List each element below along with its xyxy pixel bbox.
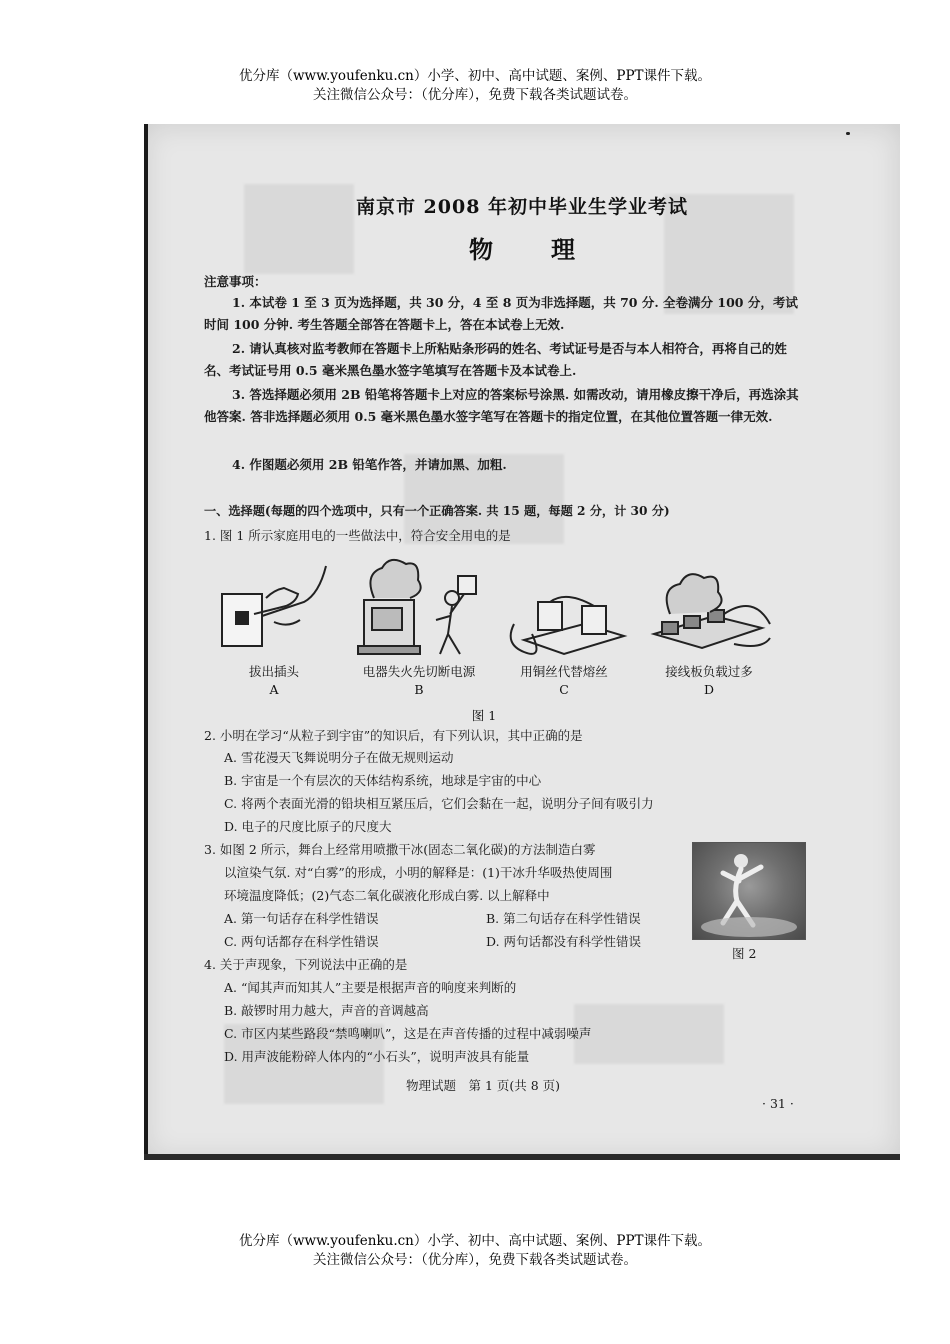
scanned-exam-page: [144, 124, 900, 1160]
notice-item-3: 3. 答选择题必须用 2B 铅笔将答题卡上对应的答案标号涂黑. 如需改动，请用橡皮擦干净后，再选涂其他答案. 答非选择题必须用 0.5 毫米黑色墨水签字笔写在答题卡的指定位置，在其他位置答题一律无效.: [204, 387, 799, 424]
q1-option-b-letter: B: [414, 682, 424, 697]
q3-option-a: A. 第一句话存在科学性错误: [224, 911, 379, 926]
q1-figure-label: 图 1: [471, 708, 497, 723]
scan-bottom-edge: [144, 1154, 900, 1160]
footer-page-info: 物理试题 第 1 页(共 8 页): [406, 1078, 561, 1093]
stage-performer-figure: [693, 843, 805, 939]
q1-stem: 1. 图 1 所示家庭用电的一些做法中，符合安全用电的是: [204, 528, 511, 543]
q1-option-b-caption: 电器失火先切断电源: [362, 664, 476, 679]
notice-item-2: 2. 请认真核对监考教师在答题卡上所粘贴条形码的姓名、考试证号是否与本人相符合，再将自己的姓名、考试证号用 0.5 毫米黑色墨水签字笔填写在答题卡及本试卷上.: [204, 341, 787, 378]
bleed-through-shape: [574, 1004, 724, 1064]
exam-subject: 物理: [469, 235, 633, 264]
q3-figure-label: 图 2: [732, 946, 757, 961]
illustration-copper-wire: [511, 597, 624, 654]
exam-title: 南京市 2008 年初中毕业生学业考试: [355, 196, 689, 218]
q1-option-a-caption: 拔出插头: [248, 664, 299, 679]
q3-option-b: B. 第二句话存在科学性错误: [486, 911, 641, 926]
q2-option-d: D. 电子的尺度比原子的尺度大: [224, 819, 392, 834]
banner-line-1: 优分库（www.youfenku.cn）小学、初中、高中试题、案例、PPT课件下载。: [238, 1233, 712, 1249]
q3-stage-photo: [692, 842, 806, 940]
section-1-heading: 一、选择题(每题的四个选项中，只有一个正确答案. 共 15 题，每题 2 分，计 30 分): [204, 504, 670, 518]
q4-stem: 4. 关于声现象，下列说法中正确的是: [204, 957, 408, 972]
q1-option-d-caption: 接线板负载过多: [665, 664, 753, 679]
scan-left-edge: [144, 124, 148, 1160]
illustration-overloaded-strip: [654, 574, 770, 648]
q3-option-c: C. 两句话都存在科学性错误: [224, 934, 379, 949]
banner-line-2: 关注微信公众号：（优分库），免费下载各类试题试卷。: [313, 1252, 637, 1268]
illustration-cut-power: [358, 560, 476, 654]
notice-item-4: 4. 作图题必须用 2B 铅笔作答，并请加黑、加粗.: [232, 457, 507, 472]
scan-speck: [846, 132, 850, 135]
q4-option-d: D. 用声波能粉碎人体内的“小石头”，说明声波具有能量: [224, 1049, 530, 1064]
q4-option-a: A. “闻其声而知其人”主要是根据声音的响度来判断的: [224, 980, 517, 995]
bottom-banner: [0, 1232, 950, 1270]
q3-option-d: D. 两句话都没有科学性错误: [486, 934, 642, 949]
q3-stem-line-3: 环境温度降低；(2)气态二氧化碳液化形成白雾. 以上解释中: [224, 888, 550, 903]
q4-option-b: B. 敲锣时用力越大，声音的音调越高: [224, 1003, 429, 1018]
q1-option-c-caption: 用铜丝代替熔丝: [520, 664, 608, 679]
illustration-pull-plug: [222, 566, 326, 646]
footer-page-number: · 31 ·: [762, 1096, 794, 1111]
q2-option-b: B. 宇宙是一个有层次的天体结构系统，地球是宇宙的中心: [224, 773, 542, 788]
q4-option-c: C. 市区内某些路段“禁鸣喇叭”，这是在声音传播的过程中减弱噪声: [224, 1026, 592, 1041]
notice-heading: 注意事项：: [204, 274, 267, 289]
banner-line-1: 优分库（www.youfenku.cn）小学、初中、高中试题、案例、PPT课件下载。: [238, 68, 712, 84]
q1-option-c-letter: C: [559, 682, 569, 697]
notice-item-1: 1. 本试卷 1 至 3 页为选择题，共 30 分，4 至 8 页为非选择题，共 70 分. 全卷满分 100 分，考试时间 100 分钟. 考生答题全部答在答题卡上，答在本试卷上无效.: [204, 295, 798, 332]
banner-line-2: 关注微信公众号：（优分库），免费下载各类试题试卷。: [313, 87, 637, 103]
top-banner: [0, 67, 950, 105]
q2-stem: 2. 小明在学习“从粒子到宇宙”的知识后，有下列认识，其中正确的是: [204, 728, 583, 743]
q2-option-a: A. 雪花漫天飞舞说明分子在做无规则运动: [224, 750, 454, 765]
q2-option-c: C. 将两个表面光滑的铅块相互紧压后，它们会黏在一起，说明分子间有吸引力: [224, 796, 654, 811]
q3-stem-line-2: 以渲染气氛. 对“白雾”的形成，小明的解释是：(1)干冰升华吸热使周围: [224, 865, 613, 880]
q3-stem-line-1: 3. 如图 2 所示，舞台上经常用喷撒干冰(固态二氧化碳)的方法制造白雾: [204, 842, 596, 857]
q1-figure: [214, 554, 774, 664]
q1-option-d-letter: D: [703, 682, 715, 697]
q1-option-a-letter: A: [269, 682, 279, 697]
